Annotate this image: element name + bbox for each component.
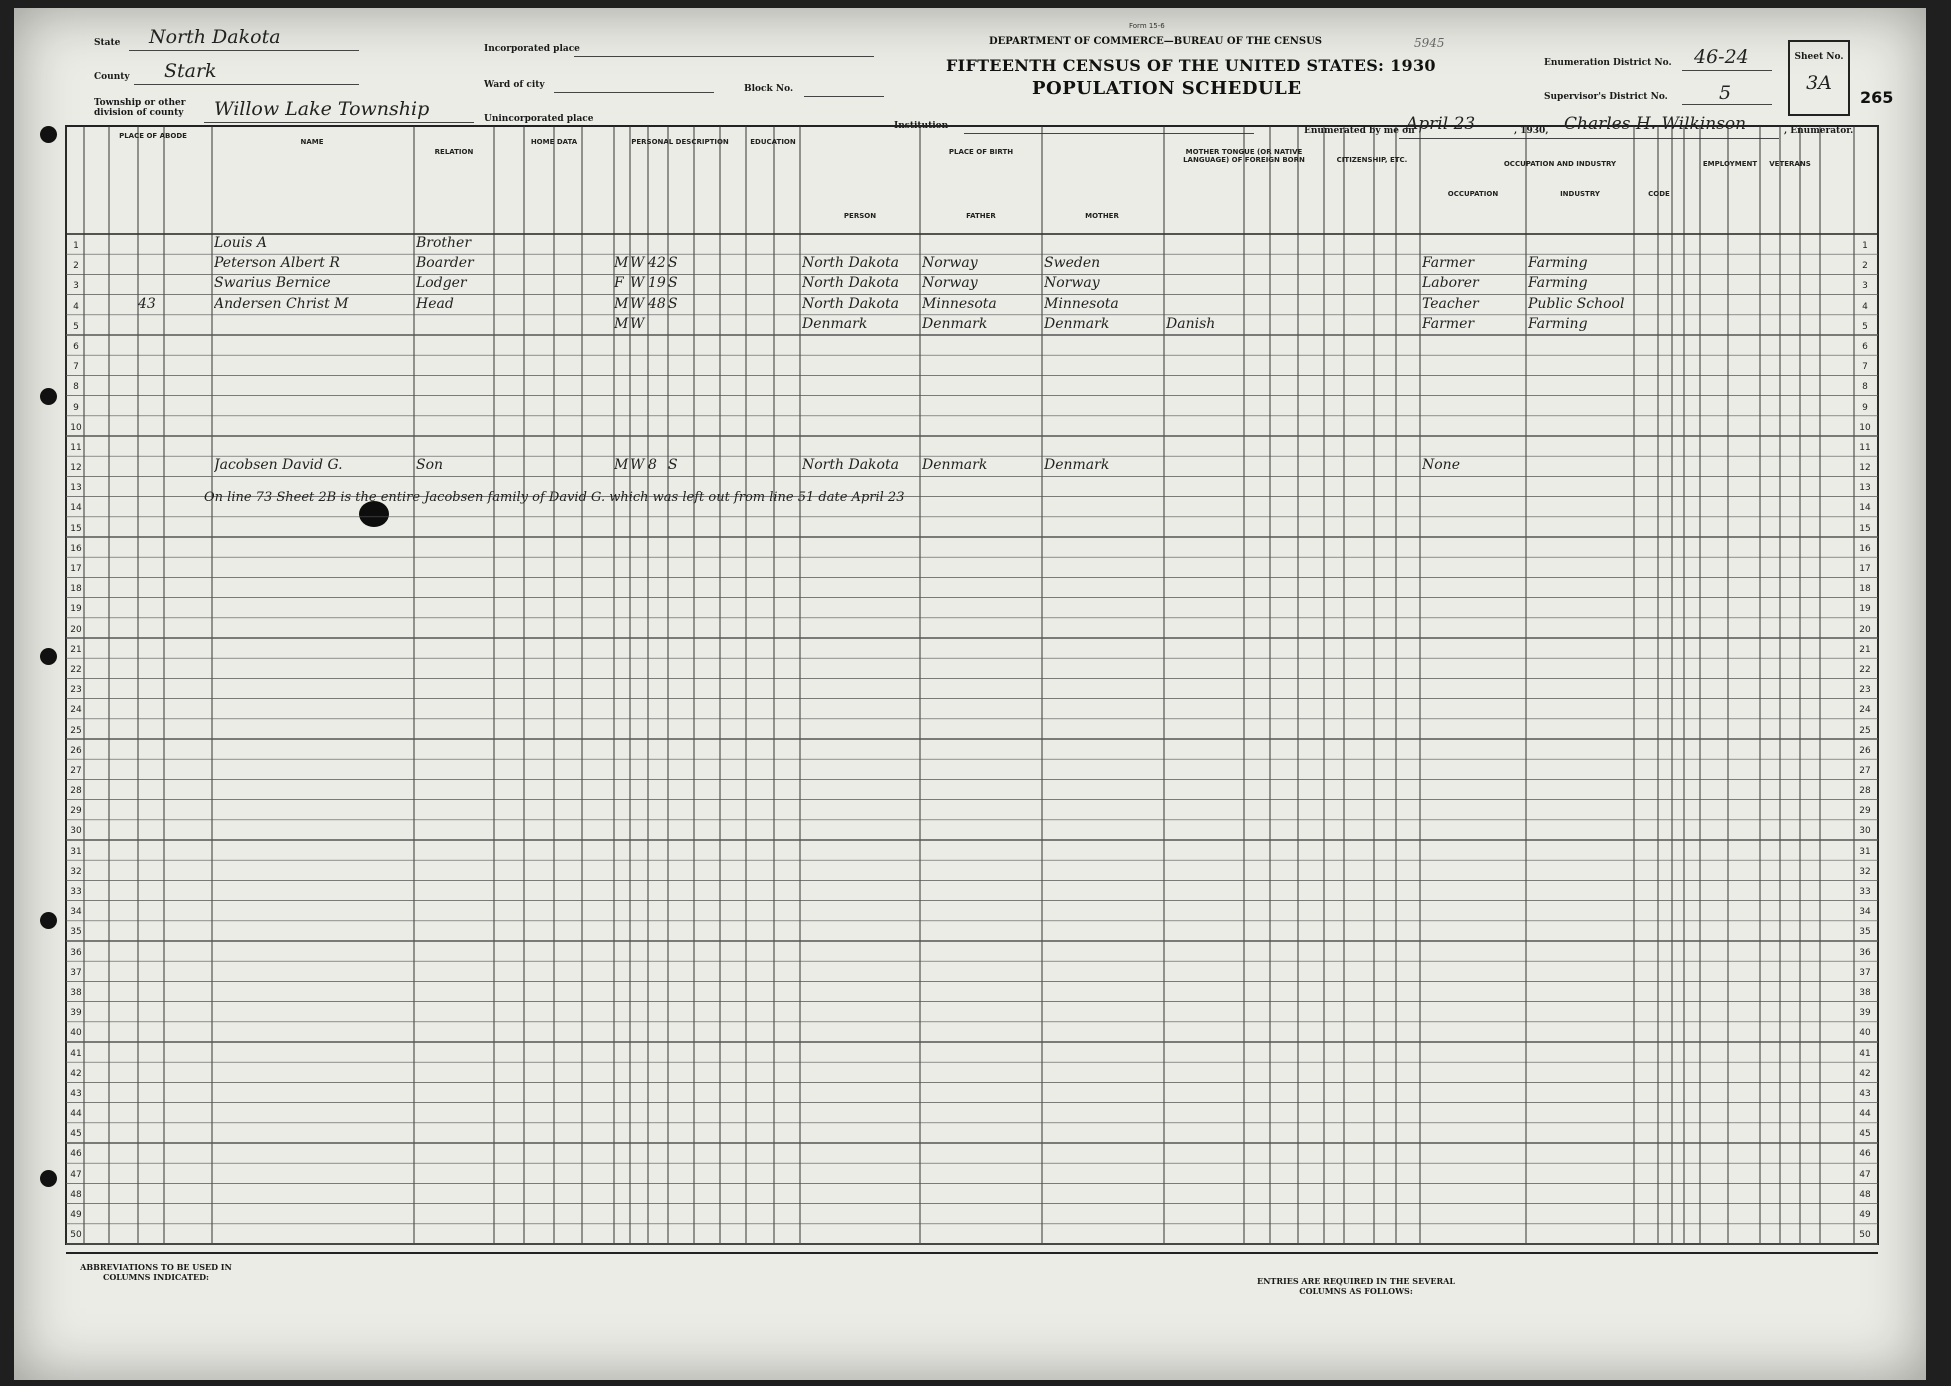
row-number: 10 bbox=[70, 422, 82, 433]
sex-value: M bbox=[614, 295, 629, 312]
row-number: 39 bbox=[1859, 1008, 1871, 1019]
birthplace-father: Minnesota bbox=[922, 295, 997, 312]
header-personal: PERSONAL DESCRIPTION bbox=[631, 138, 729, 146]
row-number: 22 bbox=[70, 664, 82, 675]
race-value: W bbox=[630, 255, 645, 272]
row-number: 37 bbox=[70, 967, 82, 978]
race-value: W bbox=[630, 315, 645, 332]
person-name: Jacobsen David G. bbox=[214, 457, 343, 474]
age-value: 8 bbox=[648, 457, 657, 474]
row-number: 20 bbox=[1859, 624, 1871, 635]
row-number: 5 bbox=[73, 321, 79, 332]
row-number: 32 bbox=[1859, 866, 1871, 877]
township-value: Willow Lake Township bbox=[214, 98, 430, 120]
supervisor-label: Supervisor's District No. bbox=[1544, 92, 1668, 102]
person-name: Peterson Albert R bbox=[214, 255, 340, 272]
row-number: 49 bbox=[70, 1210, 82, 1220]
row-number: 4 bbox=[1862, 301, 1868, 312]
marital-value: S bbox=[668, 295, 678, 312]
row-number: 18 bbox=[1859, 584, 1871, 595]
row-number: 15 bbox=[70, 523, 82, 534]
row-number: 30 bbox=[70, 826, 82, 837]
row-number: 26 bbox=[70, 745, 82, 756]
row-number: 37 bbox=[1859, 967, 1871, 978]
row-number: 16 bbox=[1859, 543, 1871, 554]
subheader-person: PERSON bbox=[843, 212, 877, 220]
industry-value: Farming bbox=[1528, 315, 1588, 332]
row-number: 27 bbox=[70, 765, 82, 776]
age-value: 19 bbox=[648, 275, 666, 292]
header-employment: EMPLOYMENT bbox=[1702, 160, 1758, 168]
row-number: 15 bbox=[1859, 523, 1871, 534]
row-number: 1 bbox=[1862, 241, 1868, 251]
row-number: 42 bbox=[1859, 1068, 1871, 1079]
header-citizenship: CITIZENSHIP, ETC. bbox=[1336, 156, 1408, 164]
sex-value: M bbox=[614, 457, 629, 474]
row-number: 9 bbox=[1862, 402, 1868, 413]
note-line-13: On line 73 Sheet 2B is the entire Jacobsen family of David G. which was left out from line 51 date April 23 bbox=[204, 490, 905, 505]
birthplace-mother: Sweden bbox=[1044, 255, 1101, 272]
marital-value: S bbox=[668, 275, 678, 292]
row-number: 45 bbox=[70, 1129, 82, 1140]
birthplace-person: North Dakota bbox=[802, 255, 899, 272]
row-number: 44 bbox=[1859, 1109, 1871, 1120]
birthplace-father: Norway bbox=[922, 275, 978, 292]
enumerated-date: April 23 bbox=[1406, 114, 1476, 134]
header-home-data: HOME DATA bbox=[530, 138, 578, 146]
state-value: North Dakota bbox=[149, 26, 281, 48]
industry-value: Farming bbox=[1528, 255, 1588, 272]
row-number: 24 bbox=[1859, 705, 1871, 716]
birthplace-mother: Norway bbox=[1044, 275, 1100, 292]
row-number: 17 bbox=[70, 564, 82, 574]
row-number: 14 bbox=[1859, 503, 1871, 514]
subheader-code: CODE bbox=[1648, 190, 1670, 198]
row-number: 46 bbox=[1859, 1149, 1871, 1160]
row-number: 21 bbox=[70, 644, 82, 655]
occupation-value: None bbox=[1422, 457, 1460, 474]
enum-district-label: Enumeration District No. bbox=[1544, 58, 1672, 68]
industry-value: Farming bbox=[1528, 275, 1588, 292]
ward-label: Ward of city bbox=[484, 80, 545, 90]
enum-district-value: 46-24 bbox=[1694, 46, 1749, 68]
subheader-occupation: OCCUPATION bbox=[1447, 190, 1499, 198]
row-number: 29 bbox=[1859, 806, 1871, 817]
row-number: 7 bbox=[1862, 362, 1868, 373]
county-label: County bbox=[94, 72, 130, 82]
occupation-value: Teacher bbox=[1422, 295, 1479, 312]
row-number: 12 bbox=[1859, 463, 1871, 474]
marital-value: S bbox=[668, 255, 678, 272]
row-number: 3 bbox=[1862, 281, 1868, 292]
institution-label: Institution bbox=[894, 121, 949, 131]
row-number: 47 bbox=[70, 1169, 82, 1180]
birthplace-person: Denmark bbox=[802, 315, 868, 332]
age-value: 42 bbox=[648, 255, 666, 272]
census-title: FIFTEENTH CENSUS OF THE UNITED STATES: 1930 bbox=[946, 56, 1436, 75]
header-name: NAME bbox=[300, 138, 324, 146]
row-number: 50 bbox=[1859, 1230, 1871, 1241]
row-number: 23 bbox=[1859, 685, 1871, 696]
row-number: 29 bbox=[70, 806, 82, 817]
row-number: 10 bbox=[1859, 422, 1871, 433]
row-number: 35 bbox=[70, 927, 82, 938]
header-education: EDUCATION bbox=[750, 138, 796, 146]
row-number: 38 bbox=[1859, 987, 1871, 998]
row-number: 7 bbox=[73, 362, 79, 373]
dwelling-number: 43 bbox=[138, 295, 156, 312]
enumerated-year: , 1930, bbox=[1514, 126, 1549, 136]
header-birth: PLACE OF BIRTH bbox=[948, 148, 1014, 156]
mother-tongue: Danish bbox=[1166, 315, 1216, 332]
form-number: Form 15-6 bbox=[1129, 22, 1165, 30]
row-number: 31 bbox=[1859, 846, 1871, 857]
supervisor-value: 5 bbox=[1719, 82, 1732, 104]
header-relation: RELATION bbox=[434, 148, 474, 156]
row-number: 42 bbox=[70, 1068, 82, 1079]
entries-title: ENTRIES ARE REQUIRED IN THE SEVERAL COLUMNS AS FOLLOWS: bbox=[1257, 1276, 1455, 1296]
age-value: 48 bbox=[648, 295, 666, 312]
row-number: 5 bbox=[1862, 321, 1868, 332]
row-number: 35 bbox=[1859, 927, 1871, 938]
row-number: 44 bbox=[70, 1109, 82, 1120]
header-tongue: MOTHER TONGUE (OR NATIVE LANGUAGE) OF FOREIGN BORN bbox=[1183, 148, 1305, 164]
enumerated-label: Enumerated by me on bbox=[1304, 126, 1415, 136]
row-number: 34 bbox=[1859, 907, 1871, 918]
industry-value: Public School bbox=[1528, 295, 1625, 312]
sheet-label: Sheet No. bbox=[1794, 52, 1844, 62]
row-number: 48 bbox=[1859, 1189, 1871, 1200]
row-number: 2 bbox=[1862, 261, 1868, 272]
sex-value: M bbox=[614, 315, 629, 332]
header-veterans: VETERANS bbox=[1769, 160, 1811, 168]
birthplace-father: Norway bbox=[922, 255, 978, 272]
row-number: 16 bbox=[70, 543, 82, 554]
row-number: 48 bbox=[70, 1189, 82, 1200]
row-number: 6 bbox=[1862, 341, 1868, 352]
row-number: 36 bbox=[1859, 947, 1871, 958]
row-number: 41 bbox=[70, 1048, 82, 1059]
row-number: 47 bbox=[1859, 1169, 1871, 1180]
township-label: Township or other division of county bbox=[94, 98, 186, 118]
person-name: Andersen Christ M bbox=[214, 295, 349, 312]
state-label: State bbox=[94, 38, 121, 48]
row-numbers-right bbox=[1854, 236, 1876, 1245]
row-number: 30 bbox=[1859, 826, 1871, 837]
race-value: W bbox=[630, 457, 645, 474]
person-name: Swarius Bernice bbox=[214, 275, 331, 292]
enumerator-name: Charles H. Wilkinson bbox=[1564, 114, 1747, 134]
relation-value: Lodger bbox=[416, 275, 467, 292]
birthplace-person: North Dakota bbox=[802, 457, 899, 474]
relation-value: Head bbox=[416, 295, 454, 312]
birthplace-person: North Dakota bbox=[802, 295, 899, 312]
birthplace-mother: Denmark bbox=[1044, 315, 1110, 332]
row-number: 12 bbox=[70, 463, 82, 474]
row-number: 40 bbox=[1859, 1028, 1871, 1039]
row-number: 33 bbox=[70, 887, 82, 897]
row-number: 33 bbox=[1859, 887, 1871, 897]
race-value: W bbox=[630, 295, 645, 312]
row-number: 26 bbox=[1859, 745, 1871, 756]
sex-value: M bbox=[614, 255, 629, 272]
row-number: 22 bbox=[1859, 664, 1871, 675]
person-name: Louis A bbox=[214, 235, 267, 251]
row-number: 17 bbox=[1859, 564, 1871, 574]
row-number: 4 bbox=[73, 301, 79, 312]
header-abode: PLACE OF ABODE bbox=[119, 132, 187, 140]
row-number: 23 bbox=[70, 685, 82, 696]
subheader-father: FATHER bbox=[966, 212, 996, 220]
row-number: 19 bbox=[1859, 604, 1871, 615]
row-number: 1 bbox=[73, 241, 79, 251]
birthplace-father: Denmark bbox=[922, 457, 988, 474]
row-number: 20 bbox=[70, 624, 82, 635]
unincorporated-label: Unincorporated place bbox=[484, 114, 594, 124]
row-number: 18 bbox=[70, 584, 82, 595]
occupation-value: Farmer bbox=[1422, 315, 1475, 332]
row-number: 46 bbox=[70, 1149, 82, 1160]
footer bbox=[66, 1252, 1878, 1334]
birthplace-mother: Denmark bbox=[1044, 457, 1110, 474]
row-number: 11 bbox=[70, 442, 82, 453]
row-number: 14 bbox=[70, 503, 82, 514]
county-value: Stark bbox=[164, 60, 217, 82]
row-number: 43 bbox=[1859, 1088, 1871, 1099]
row-number: 49 bbox=[1859, 1210, 1871, 1220]
row-number: 19 bbox=[70, 604, 82, 615]
row-number: 50 bbox=[70, 1230, 82, 1241]
row-number: 13 bbox=[1859, 483, 1871, 494]
header-occupation: OCCUPATION AND INDUSTRY bbox=[1503, 160, 1617, 168]
relation-value: Son bbox=[416, 457, 444, 474]
row-number: 41 bbox=[1859, 1048, 1871, 1059]
stamp-number: 265 bbox=[1860, 88, 1894, 107]
sheet-value: 3A bbox=[1806, 72, 1832, 94]
row-number: 45 bbox=[1859, 1129, 1871, 1140]
abbrev-title: ABBREVIATIONS TO BE USED IN COLUMNS INDICATED: bbox=[80, 1262, 232, 1282]
occupation-value: Farmer bbox=[1422, 255, 1475, 272]
schedule-title: POPULATION SCHEDULE bbox=[1032, 78, 1302, 99]
incorporated-label: Incorporated place bbox=[484, 44, 580, 54]
row-number: 31 bbox=[70, 846, 82, 857]
row-number: 28 bbox=[70, 786, 82, 797]
row-number: 24 bbox=[70, 705, 82, 716]
row-number: 40 bbox=[70, 1028, 82, 1039]
pencil-number: 5945 bbox=[1414, 36, 1445, 50]
row-number: 27 bbox=[1859, 765, 1871, 776]
row-number: 43 bbox=[70, 1088, 82, 1099]
row-number: 36 bbox=[70, 947, 82, 958]
row-number: 39 bbox=[70, 1008, 82, 1019]
race-value: W bbox=[630, 275, 645, 292]
row-number: 13 bbox=[70, 483, 82, 494]
census-sheet bbox=[14, 8, 1926, 1380]
row-number: 11 bbox=[1859, 442, 1871, 453]
relation-value: Brother bbox=[416, 235, 472, 251]
birthplace-father: Denmark bbox=[922, 315, 988, 332]
block-label: Block No. bbox=[744, 84, 794, 94]
sex-value: F bbox=[614, 275, 624, 292]
row-number: 9 bbox=[73, 402, 79, 413]
row-number: 2 bbox=[73, 261, 79, 272]
occupation-value: Laborer bbox=[1422, 275, 1479, 292]
row-number: 8 bbox=[73, 382, 79, 393]
row-numbers-left bbox=[68, 236, 84, 1245]
row-number: 38 bbox=[70, 987, 82, 998]
marital-value: S bbox=[668, 457, 678, 474]
row-number: 25 bbox=[1859, 725, 1871, 736]
birthplace-person: North Dakota bbox=[802, 275, 899, 292]
subheader-mother: MOTHER bbox=[1085, 212, 1119, 220]
enumerator-label: , Enumerator. bbox=[1784, 126, 1854, 136]
relation-value: Boarder bbox=[416, 255, 474, 272]
row-number: 21 bbox=[1859, 644, 1871, 655]
row-number: 6 bbox=[73, 341, 79, 352]
row-number: 34 bbox=[70, 907, 82, 918]
birthplace-mother: Minnesota bbox=[1044, 295, 1119, 312]
department-title: DEPARTMENT OF COMMERCE—BUREAU OF THE CENSUS bbox=[989, 36, 1323, 47]
row-number: 8 bbox=[1862, 382, 1868, 393]
subheader-industry: INDUSTRY bbox=[1560, 190, 1600, 198]
row-number: 32 bbox=[70, 866, 82, 877]
row-number: 28 bbox=[1859, 786, 1871, 797]
row-number: 3 bbox=[73, 281, 79, 292]
row-number: 25 bbox=[70, 725, 82, 736]
